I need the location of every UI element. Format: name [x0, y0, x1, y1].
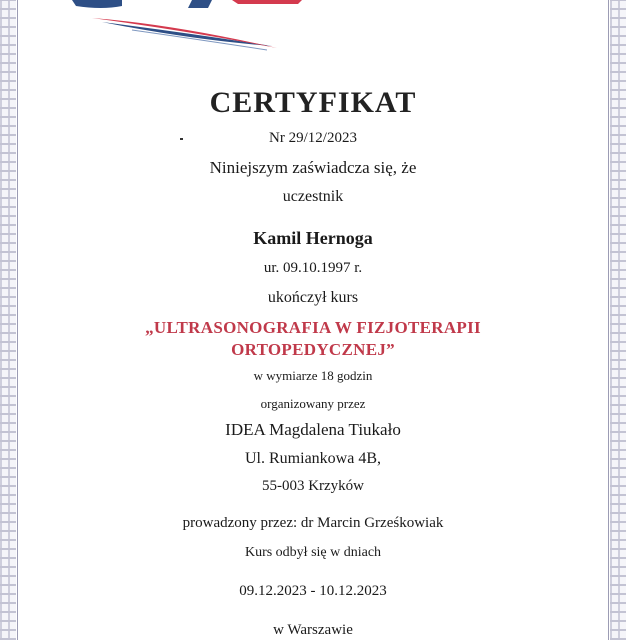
participant-name: Kamil Hernoga	[253, 228, 373, 248]
certificate-intro: Niniejszym zaświadcza się, że	[209, 158, 417, 177]
course-title-line2: ORTOPEDYCZNEJ”	[231, 340, 395, 359]
birth-date: ur. 09.10.1997 r.	[263, 260, 363, 276]
certificate-title: CERTYFIKAT	[209, 86, 417, 119]
idea-logo-icon	[62, 0, 302, 54]
course-dates: 09.12.2023 - 10.12.2023	[239, 583, 387, 599]
participant-label: uczestnik	[282, 188, 344, 205]
organized-by-label: organizowany przez	[260, 396, 366, 411]
course-title-line1: „ULTRASONOGRAFIA W FIZJOTERAPII	[145, 318, 481, 337]
held-on-label: Kurs odbył się w dniach	[244, 545, 382, 560]
completed-course-label: ukończył kurs	[267, 289, 359, 306]
course-hours: w wymiarze 18 godzin	[253, 368, 373, 383]
certificate-number: Nr 29/12/2023	[269, 130, 357, 146]
course-place: w Warszawie	[273, 622, 353, 638]
organizer-city: 55-003 Krzyków	[261, 478, 365, 494]
organizer-street: Ul. Rumiankowa 4B,	[245, 450, 381, 467]
organizer-name: IDEA Magdalena Tiukało	[225, 420, 401, 439]
instructor: prowadzony przez: dr Marcin Grześkowiak	[182, 515, 444, 531]
